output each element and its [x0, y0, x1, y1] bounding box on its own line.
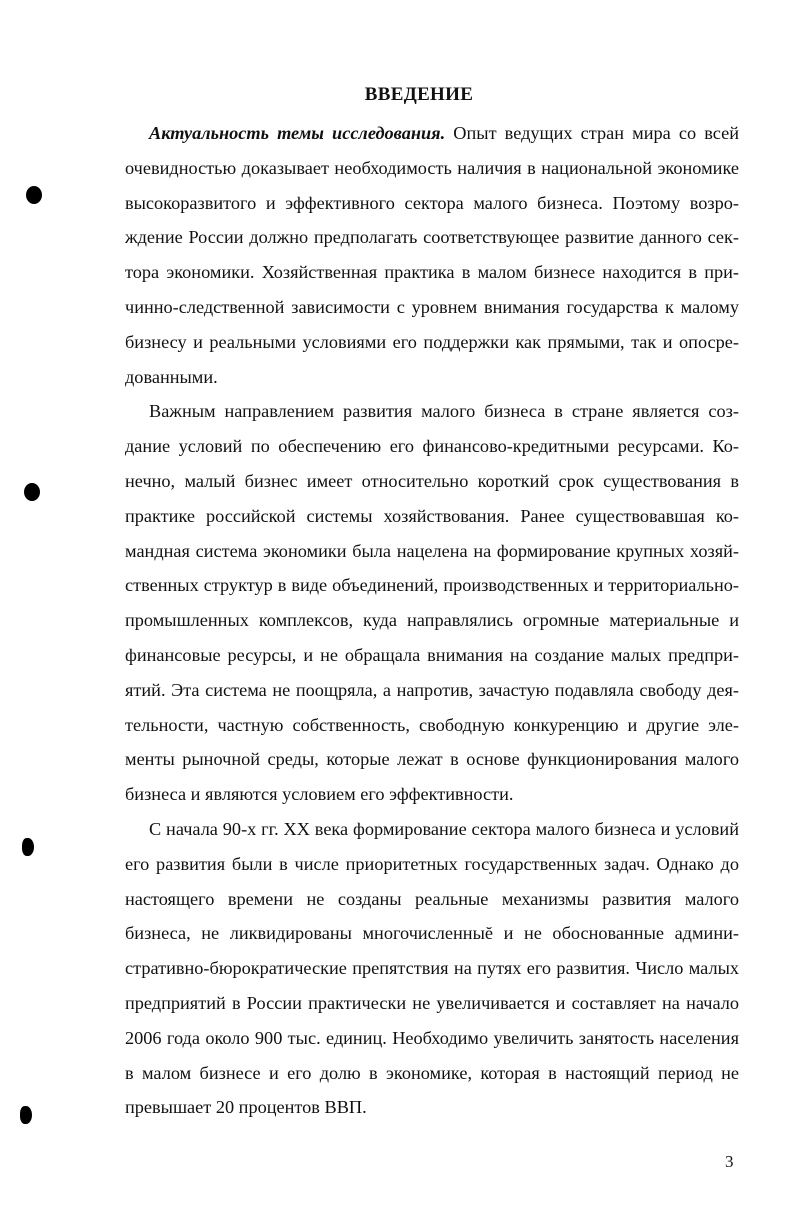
paragraph-lead: Актуальность темы исследования.: [149, 123, 446, 143]
punch-hole-mark: [26, 186, 42, 204]
paragraph-history: С начала 90-х гг. XX века формирование сектора малого бизнеса и условий его развития были в числе приоритетных государственных задач. Однако до настоящего времени не созданы реальные механизмы развития малого бизнеса, не ликвидированы многочисленныĕ и не обоснованные административно-бюрократические препятствия на путях его развития. Число малых предприятий в России практически не увеличивается и составляет на начало 2006 года около 900 тыс. единиц. Необходимо увеличить занятость населения в малом бизнесе и его долю в экономике, которая в настоящий период не превышает 20 процентов ВВП.: [125, 818, 739, 1118]
paragraph-financing: Важным направлением развития малого бизнеса в стране является создание условий по обеспечению его финансово-кредитными ресурсами. Конечно, малый бизнес имеет относительно короткий срок существования в практике российской системы хозяйствования. Ранее существовавшая командная система экономики была нацелена на формирование крупных хозяйственных структур в виде объединений, производственных и территориально-промышленных комплексов, куда направлялись огромные материальные и финансовые ресурсы, и не обращала внимания на создание малых предприятий. Эта система не поощряла, а напротив, зачастую подавляла свободу деятельности, частную собственность, свободную конкуренцию и другие элементы рыночной среды, которые лежат в основе функционирования малого бизнеса и являются условием его эффективности.: [125, 401, 739, 805]
punch-hole-mark: [24, 483, 40, 501]
body-text: [125, 116, 739, 1125]
paragraph-relevance: [125, 116, 739, 394]
punch-hole-mark: [22, 838, 34, 856]
section-heading: ВВЕДЕНИЕ: [364, 84, 474, 105]
paragraph-text: Опыт ведущих стран мира со всей очевидностью доказывает необходимость наличия в национальной экономике высокоразвитого и эффективного сектора малого бизнеса. Поэтому возрождение России должно предполагать соответствующее развитие данного сектора экономики. Хозяйственная практика в малом бизнесе находится в причинно-следственной зависимости с уровнем внимания государства к малому бизнесу и реальными условиями его поддержки как прямыми, так и опосредованными.: [125, 123, 739, 387]
punch-hole-mark: [20, 1106, 32, 1124]
page-number: 3: [725, 1152, 734, 1171]
